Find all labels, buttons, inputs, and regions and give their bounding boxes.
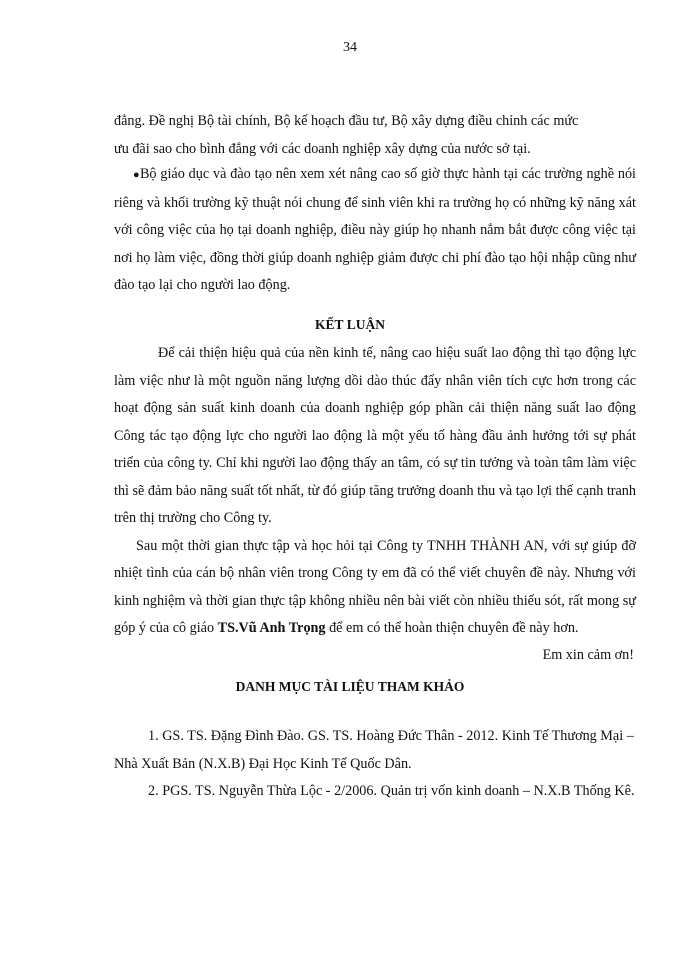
bullet-section [114,161,636,300]
intro-line-2: ưu đãi sao cho bình đẳng với các doanh nghiệp xây dựng của nước sở tại. [114,140,531,157]
conclusion-paragraph-2-end: để em có thể hoàn thiện chuyên đề này hơn. [325,620,579,636]
bullet-icon: ● [133,169,140,181]
bullet-paragraph [114,161,636,300]
intro-section [114,108,636,163]
conclusion-paragraph-1: Để cải thiện hiệu quả của nền kinh tế, nâng cao hiệu suất lao động thì tạo động lực làm việc như là một nguồn năng lượng dồi dào thúc đẩy nhân viên tích cực hơn trong các hoạt động sản suất kinh doanh của doanh nghiệp góp phần cải thiện năng suất lao động Công tác tạo động lực cho người lao động là một yếu tố hàng đầu ảnh hưởng tới sự phát triển của công ty. Chỉ khi người lao động thấy an tâm, có sự tin tưởng và toàn tâm làm việc thì sẽ đảm bảo năng suất tốt nhất, từ đó giúp tăng trưởng doanh thu và tạo lợi thế cạnh tranh trên thị trường cho Công ty. [114,345,636,526]
conclusion-paragraph-2 [114,533,636,643]
intro-line-1: đẳng. Đề nghị Bộ tài chính, Bộ kế hoạch đầu tư, Bộ xây dựng điều chỉnh các mức [114,113,579,129]
references-list [114,723,636,806]
advisor-name: TS.Vũ Anh Trọng [217,620,326,636]
conclusion-section [114,340,636,643]
references-heading: DANH MỤC TÀI LIỆU THAM KHẢO [235,679,465,694]
thanks-line: Em xin cảm ơn! [542,647,634,663]
page-number: 34 [343,40,357,55]
reference-item: 2. PGS. TS. Nguyễn Thừa Lộc - 2/2006. Quản trị vốn kinh doanh – N.X.B Thống Kê. [148,783,635,799]
conclusion-paragraph-2-start: Sau một thời gian thực tập và học hỏi tại Công ty TNHH THÀNH AN, với sự giúp đỡ nhiệt tình của cán bộ nhân viên trong Công ty em đã có thể viết chuyên đề này. Nhưng với kinh nghiệm và thời gian thực tập không nhiều nên bài viết còn nhiều thiếu sót, rất mong sự góp ý của cô giáo [114,537,636,636]
reference-item: 1. GS. TS. Đặng Đình Đào. GS. TS. Hoàng Đức Thân - 2012. Kinh Tế Thương Mại – Nhà Xuất Bản (N.X.B) Đại Học Kinh Tế Quốc Dân. [114,728,634,772]
bullet-text: Bộ giáo dục và đào tạo nên xem xét nâng cao số giờ thực hành tại các trường nghề nói riêng và khối trường kỹ thuật nói chung để sinh viên khi ra trường họ có những kỹ năng xát với công việc của họ tại doanh nghiệp, điều này giúp họ nhanh nắm bắt được công việc tại nơi họ làm việc, đồng thời giúp doanh nghiệp giảm được chi phí đào tạo hội nhập cũng như đào tạo lại cho người lao động. [114,166,637,293]
conclusion-heading: KẾT LUẬN [315,317,385,332]
